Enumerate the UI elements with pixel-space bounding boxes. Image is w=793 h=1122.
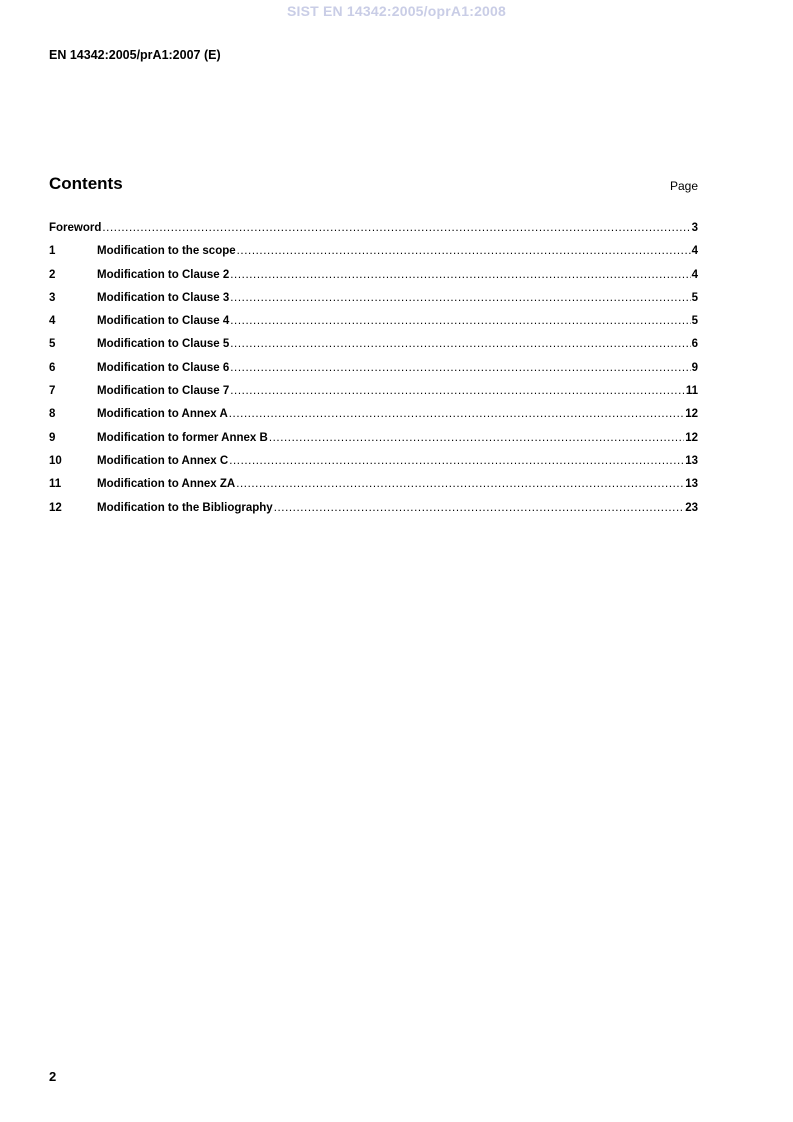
toc-entry-title: Modification to Clause 7 [97, 385, 230, 398]
toc-entry-number: 10 [49, 454, 62, 467]
toc-entry-page: 11 [685, 385, 698, 398]
toc-entry-title: Modification to Annex C [97, 454, 229, 467]
table-of-contents [49, 222, 698, 525]
document-header: EN 14342:2005/prA1:2007 (E) [49, 48, 221, 62]
toc-entry-page: 13 [685, 454, 698, 467]
toc-dot-leader [230, 269, 690, 281]
toc-dot-leader [230, 362, 690, 374]
toc-entry-page: 5 [691, 315, 698, 328]
toc-entry-title: Modification to Annex ZA [97, 478, 236, 491]
toc-entry[interactable] [49, 269, 698, 292]
toc-entry-number: 4 [49, 315, 56, 328]
toc-entry-title: Modification to Annex A [97, 408, 228, 421]
toc-entry-page: 5 [691, 291, 698, 304]
toc-entry-title: Modification to Clause 6 [97, 361, 230, 374]
toc-dot-leader [236, 478, 684, 490]
toc-entry[interactable] [49, 455, 698, 478]
toc-entry-number: 8 [49, 408, 56, 421]
toc-dot-leader [230, 315, 690, 327]
page-number: 2 [49, 1069, 57, 1084]
toc-entry[interactable] [49, 292, 698, 315]
toc-entry[interactable] [49, 315, 698, 338]
toc-entry-number: 1 [49, 245, 56, 258]
toc-entry-page: 23 [685, 501, 698, 514]
toc-dot-leader [230, 292, 690, 304]
toc-dot-leader [229, 455, 684, 467]
toc-dot-leader [237, 245, 691, 257]
toc-entry-number: 11 [49, 478, 62, 491]
toc-dot-leader [269, 432, 684, 444]
toc-entry-page: 13 [685, 478, 698, 491]
page-column-label: Page [669, 179, 698, 193]
toc-entry[interactable] [49, 502, 698, 525]
toc-entry-number: 3 [49, 291, 56, 304]
toc-entry[interactable] [49, 362, 698, 385]
toc-entry[interactable] [49, 222, 698, 245]
toc-entry-page: 3 [691, 222, 698, 234]
toc-dot-leader [102, 222, 690, 234]
toc-dot-leader [230, 338, 690, 350]
contents-heading: Contents [49, 174, 123, 193]
toc-entry-title: Modification to Clause 2 [97, 268, 230, 281]
watermark-text: SIST EN 14342:2005/oprA1:2008 [286, 3, 507, 19]
toc-entry-title: Modification to former Annex B [97, 431, 268, 444]
toc-entry-number: 7 [49, 385, 56, 398]
toc-entry[interactable] [49, 385, 698, 408]
toc-entry[interactable] [49, 478, 698, 501]
toc-entry-page: 4 [691, 268, 698, 281]
toc-entry-page: 4 [691, 245, 698, 258]
toc-entry[interactable] [49, 408, 698, 431]
toc-entry-title: Modification to Clause 4 [97, 315, 230, 328]
toc-dot-leader [274, 502, 685, 514]
toc-entry-title: Modification to the Bibliography [97, 501, 273, 514]
toc-entry[interactable] [49, 338, 698, 361]
toc-entry-number: 6 [49, 361, 56, 374]
toc-dot-leader [229, 408, 684, 420]
toc-entry-title: Modification to Clause 5 [97, 338, 230, 351]
toc-dot-leader [230, 385, 685, 397]
toc-entry-page: 6 [691, 338, 698, 351]
toc-entry-number: 12 [49, 501, 62, 514]
toc-entry-page: 12 [685, 408, 698, 421]
toc-entry-title: Foreword [49, 222, 102, 234]
toc-entry-title: Modification to Clause 3 [97, 291, 230, 304]
toc-entry[interactable] [49, 245, 698, 268]
toc-entry-page: 9 [691, 361, 698, 374]
toc-entry-title: Modification to the scope [97, 245, 236, 258]
toc-entry-number: 5 [49, 338, 56, 351]
toc-entry-number: 9 [49, 431, 56, 444]
toc-entry-page: 12 [685, 431, 698, 444]
toc-entry-number: 2 [49, 268, 56, 281]
toc-entry[interactable] [49, 432, 698, 455]
